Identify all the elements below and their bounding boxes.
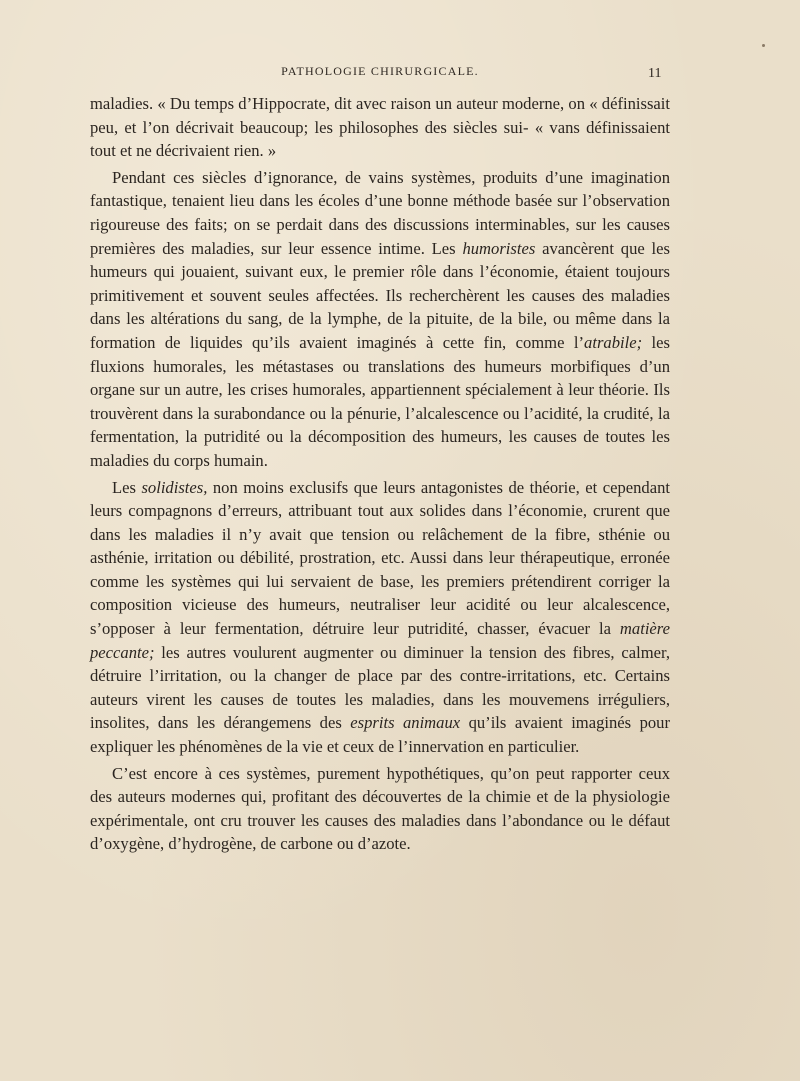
- page-speck: [762, 44, 765, 47]
- text-run: les autres voulurent augmenter ou diminuer la tension des fibres, calmer, détruire l’irritation, ou la changer de place par des contre-irritations, etc. Certains auteurs virent les causes de toutes les maladies, dans les mouvemens irréguliers, insolites, dans les dérangemens des: [90, 642, 670, 733]
- italic-term: esprits animaux: [350, 713, 461, 733]
- page-number: 11: [648, 66, 662, 81]
- italic-term: atrabile;: [584, 332, 643, 352]
- text-run: les fluxions humorales, les métastases ou translations des humeurs morbifiques d’un organe sur un autre, les crises humorales, appartiennent spécialement à leur théorie. Ils trouvèrent dans la surabondance ou la pénurie, l’alcalescence ou l’acidité, la crudité, la fermentation, la putridité ou la décomposition des humeurs, les causes de toutes les maladies du corps humain.: [90, 332, 670, 470]
- text-run: maladies. « Du temps d’Hippocrate, dit avec raison un auteur moderne, on « définissait peu, et l’on décrivait beaucoup; les philosophes des siècles sui- « vans définissaient tout et ne décrivaient rien. »: [90, 94, 670, 161]
- paragraph: [90, 92, 670, 163]
- text-run: qu’ils avaient imaginés pour expliquer les phénomènes de la vie et ceux de l’innervation en particulier.: [90, 713, 670, 757]
- text-run: avancèrent que les humeurs qui jouaient, suivant eux, le premier rôle dans l’économie, étaient toujours primitivement et souvent seules affectées. Ils recherchèrent les causes des maladies dans les altérations du sang, de la lymphe, de la pituite, de la bile, ou même dans la formation de liquides qu’ils avaient imaginés à cette fin, comme l’: [90, 238, 670, 352]
- italic-term: humoristes: [462, 238, 536, 258]
- text-run: Les: [112, 477, 142, 497]
- paragraph: [90, 166, 670, 473]
- paragraph: [90, 476, 670, 759]
- running-title: PATHOLOGIE CHIRURGICALE.: [281, 64, 479, 78]
- text-run: non moins exclusifs que leurs antagonistes de théorie, et cependant leurs compagnons d’erreurs, attribuant tout aux solides dans l’économie, crurent que dans les maladies il n’y avait que tension ou relâchement de la fibre, sthénie ou asthénie, irritation ou débilité, prostration, etc. Aussi dans leur thérapeutique, erronée comme les systèmes qui lui servaient de base, les premiers prétendirent corriger la composition vicieuse des humeurs, neutraliser leur acidité ou leur alcalescence, s’opposer à leur fermentation, détruire leur putridité, chasser, évacuer la: [90, 477, 671, 639]
- italic-term: solidistes,: [141, 477, 208, 497]
- body-text: [90, 92, 670, 856]
- text-run: Pendant ces siècles d’ignorance, de vains systèmes, produits d’une imagination fantastique, tenaient lieu dans les écoles d’une bonne méthode basée sur l’observation rigoureuse des faits; on se perdait dans des discussions interminables, sur les causes premières des maladies, sur leur essence intime. Les: [90, 167, 670, 258]
- paragraph: [90, 762, 670, 856]
- italic-term: matière peccante;: [90, 619, 670, 662]
- text-run: C’est encore à ces systèmes, purement hypothétiques, qu’on peut rapporter ceux des auteurs modernes qui, profitant des découvertes de la chimie et de la physiologie expérimentale, ont cru trouver les causes des maladies dans l’abondance ou le défaut d’oxygène, d’hydrogène, de carbone ou d’azote.: [90, 763, 670, 854]
